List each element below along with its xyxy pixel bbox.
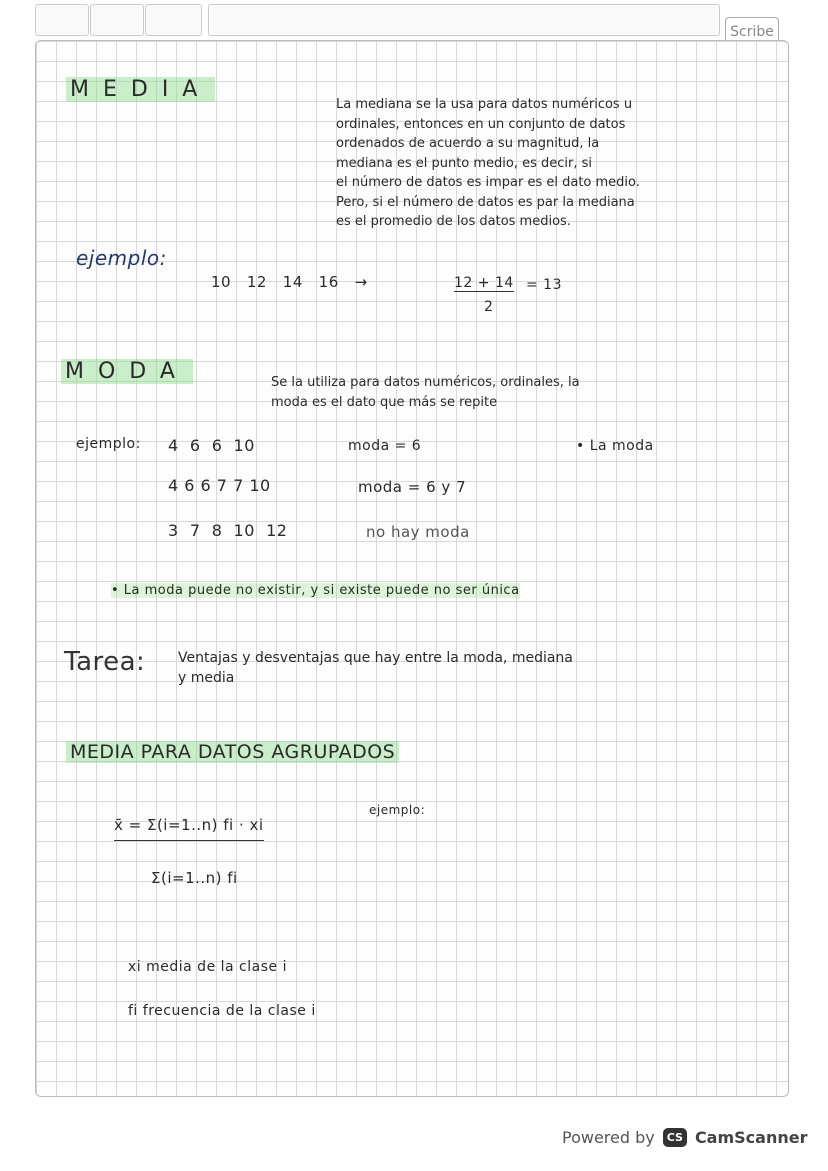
tarea-label: Tarea:: [64, 647, 146, 677]
media-example-values: 10 12 14 16 →: [211, 273, 368, 291]
top-field-3[interactable]: [145, 4, 202, 36]
moda-row-3-result: no hay moda: [366, 523, 470, 541]
top-field-1[interactable]: [35, 4, 89, 36]
tarea-text: Ventajas y desventajas que hay entre la moda, mediana y media: [178, 650, 573, 686]
moda-note: • La moda puede no existir, y si existe puede no ser única: [111, 583, 520, 598]
notebook-page: [35, 40, 789, 1097]
agrupados-example-label: ejemplo:: [369, 803, 426, 817]
moda-row-1-result: moda = 6: [348, 438, 422, 454]
media-example-label: ejemplo:: [76, 246, 167, 270]
moda-row-3-values: 3 7 8 10 12: [168, 521, 288, 540]
formula-numerator: x̄ = Σ(i=1..n) fi · xi: [114, 816, 264, 841]
moda-paragraph: Se la utiliza para datos numéricos, ordinales, la moda es el dato que más se repite: [271, 375, 580, 410]
media-fraction-denominator: 2: [484, 299, 494, 315]
scribe-button[interactable]: Scribe: [725, 17, 779, 47]
definition-x: xi media de la clase i: [128, 959, 287, 975]
media-fraction-numerator: 12 + 14: [454, 275, 514, 291]
moda-side-note: • La moda: [576, 438, 654, 454]
moda-row-2-result: moda = 6 y 7: [358, 478, 467, 496]
camscanner-logo-icon: CS: [663, 1128, 687, 1147]
media-title: MEDIA: [66, 77, 215, 102]
media-result: = 13: [526, 277, 562, 293]
camscanner-brand: CamScanner: [694, 1128, 808, 1147]
powered-by-text: Powered by: [562, 1128, 655, 1147]
top-field-4[interactable]: [208, 4, 720, 36]
moda-example-label: ejemplo:: [76, 436, 141, 452]
definition-f: fi frecuencia de la clase i: [128, 1003, 316, 1019]
moda-row-1-values: 4 6 6 10: [168, 436, 255, 455]
agrupados-title: MEDIA PARA DATOS AGRUPADOS: [66, 741, 399, 763]
formula-denominator: Σ(i=1..n) fi: [151, 869, 238, 887]
camscanner-footer: [562, 1128, 807, 1147]
moda-row-2-values: 4 6 6 7 7 10: [168, 476, 271, 495]
media-paragraph: La mediana se la usa para datos numéricos u ordinales, entonces en un conjunto de datos ordenados de acuerdo a su magnitud, la mediana es el punto medio, es decir, si el número de datos es impar es el dato medio. Pero, si el número de datos es par la mediana es el promedio de los datos medios.: [336, 97, 640, 229]
top-field-2[interactable]: [90, 4, 144, 36]
moda-title: MODA: [61, 359, 193, 384]
